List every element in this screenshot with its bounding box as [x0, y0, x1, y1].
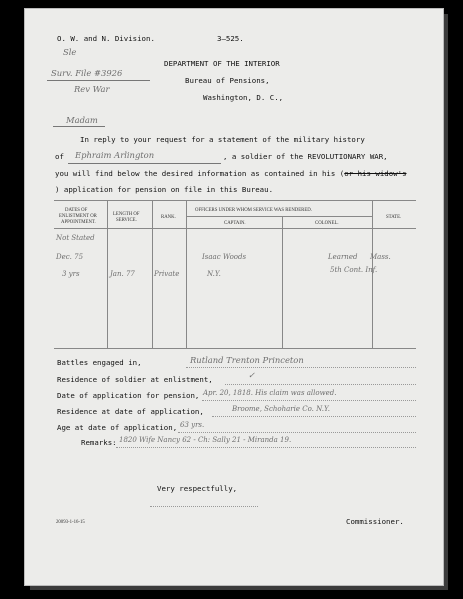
residence-application-label: Residence at date of application, [57, 407, 204, 416]
residence-line [225, 384, 416, 385]
row1-date: Not Stated [56, 234, 95, 242]
table-bottom-rule [54, 348, 416, 349]
age-value: 63 yrs. [180, 421, 205, 429]
intro-line-2: , a soldier of the REVOLUTIONARY WAR, [223, 152, 388, 161]
intro-of: of [55, 152, 64, 161]
soldier-name-underline [68, 163, 221, 164]
residence-application-line [212, 416, 416, 417]
row2-colonel: Learned [328, 253, 358, 261]
salutation: Madam [66, 115, 98, 125]
battles-label: Battles engaged in, [57, 358, 142, 367]
remarks-line [116, 447, 416, 448]
application-date-line [202, 400, 416, 401]
application-date-label: Date of application for pension, [57, 391, 200, 400]
age-label: Age at date of application, [57, 423, 178, 432]
bureau-title: Bureau of Pensions, [185, 76, 270, 85]
commissioner-label: Commissioner. [346, 517, 404, 526]
col-divider-5 [372, 200, 373, 348]
battles-line [186, 367, 416, 368]
col-divider-4 [282, 216, 283, 348]
header-captain: CAPTAIN. [224, 221, 246, 226]
header-dates-2: ENLISTMENT OR [59, 214, 97, 219]
city-line: Washington, D. C., [203, 93, 284, 102]
file-underline [47, 80, 150, 81]
very-respectfully: Very respectfully, [157, 484, 238, 493]
table-top-rule [54, 200, 416, 201]
application-date-value: Apr. 20, 1818. His claim was allowed. [203, 389, 337, 397]
header-rank: RANK. [161, 215, 176, 220]
row3-colonel: 5th Cont. Inf. [330, 266, 378, 274]
intro-line-4: ) application for pension on file in this Bureau. [55, 185, 274, 194]
col-divider-2 [152, 200, 153, 348]
intro-line-1: In reply to your request for a statement of the military history [80, 135, 365, 144]
residence-application-value: Broome, Schoharie Co. N.Y. [232, 405, 330, 413]
table-header-rule [54, 228, 416, 229]
footer-code: 20093-1-16-15 [56, 520, 85, 525]
file-mark-1: Sle [63, 47, 77, 57]
battles-value: Rutland Trenton Princeton [190, 355, 304, 365]
header-length-2: SERVICE. [116, 218, 137, 223]
department-title: DEPARTMENT OF THE INTERIOR [164, 59, 280, 68]
row3-rank: Private [154, 270, 180, 278]
header-officers: OFFICERS UNDER WHOM SERVICE WAS RENDERED. [195, 208, 312, 213]
row2-captain: Isaac Woods [202, 253, 247, 261]
residence-value: ✓ [248, 370, 256, 380]
row3-length: 3 yrs [62, 270, 80, 278]
officers-sub-rule [186, 216, 372, 217]
header-dates-1: DATES OF [65, 208, 88, 213]
soldier-name: Ephraim Arlington [75, 150, 155, 160]
file-mark-3: Rev War [74, 84, 110, 94]
row2-date: Dec. 75 [56, 253, 84, 261]
col-divider-3 [186, 200, 187, 348]
header-state: STATE. [386, 215, 402, 220]
header-dates-3: APPOINTMENT. [61, 220, 96, 225]
header-colonel: COLONEL. [315, 221, 339, 226]
division-label: O. W. and N. Division. [57, 34, 155, 43]
row3-date: Jan. 77 [110, 270, 135, 278]
row2-state: Mass. [370, 253, 391, 261]
form-number: 3—525. [217, 34, 244, 43]
remarks-label: Remarks: [81, 438, 117, 447]
remarks-value: 1820 Wife Nancy 62 - Ch: Sally 21 - Miranda 19. [119, 436, 292, 444]
file-mark-2: Surv. File #3926 [51, 68, 123, 78]
salutation-underline [53, 126, 105, 127]
age-line [178, 432, 416, 433]
header-length-1: LENGTH OF [113, 212, 140, 217]
col-divider-1 [107, 200, 108, 348]
residence-label: Residence of soldier at enlistment, [57, 375, 213, 384]
intro-line-3: you will find below the desired information as contained in his (or his widow's [55, 169, 407, 178]
row3-state: N.Y. [207, 270, 221, 278]
signature-line [150, 506, 258, 507]
